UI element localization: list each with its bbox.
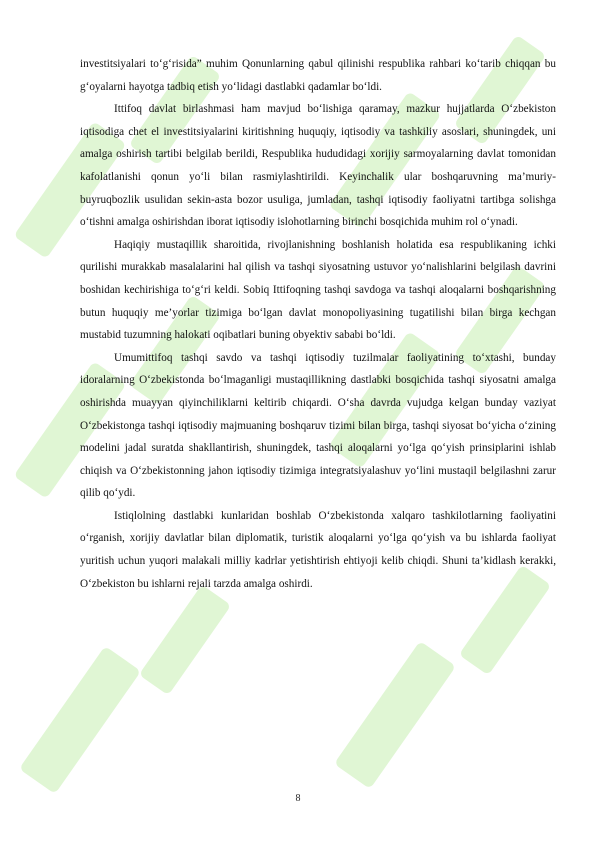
document-body xyxy=(80,53,556,595)
paragraph: investitsiyalari to‘g‘risida” muhim Qonunlarning qabul qilinishi respublika rahbari ko‘tarib chiqqan bu g‘oyalarni hayotga tadbiq etish yo‘lidagi dastlabki qadamlar bo‘ldi. xyxy=(80,58,556,93)
paragraph: Ittifoq davlat birlashmasi ham mavjud bo‘lishiga qaramay, mazkur hujjatlarda O‘zbekiston iqtisodiga chet el investitsiyalarini kiritishning huquqiy, iqtisodiy va tashkiliy asoslari, shuningdek, uni amalga oshirish tartibi belgilab berildi, Respublika hududidagi xorijiy sarmoyalarning davlat tomonidan kafolatlanishi qonun yo‘li bilan rasmiylashtirildi. Keyinchalik ular boshqaruvning ma’muriy-buyruqbozlik usulidan sekin-asta bozor usuliga, jumladan, tashqi iqtisodiy faoliyatni tartibga solishga o‘tishni amalga oshirishdan iborat iqtisodiy islohotlarning birinchi bosqichida muhim rol o‘ynadi. xyxy=(80,103,556,229)
paragraph: Istiqlolning dastlabki kunlaridan boshlab O‘zbekistonda xalqaro tashkilotlarning faoliyatini o‘rganish, xorijiy davlatlar bilan diplomatik, turistik aloqalarni yo‘lga qo‘yish va bu ishlarda faoliyat yuritish uchun yuqori malakali milliy kadrlar yetishtirish ehtiyoji kelib chiqdi. Shuni ta’kidlash kerakki, O‘zbekiston bu ishlarni rejali tarzda amalga oshirdi. xyxy=(80,509,556,590)
paragraph: Umumittifoq tashqi savdo va tashqi iqtisodiy tuzilmalar faoliyatining to‘xtashi, bunday idoralarning O‘zbekistonda bo‘lmaganligi mustaqillikning dastlabki bosqichida tashqi siyosatni amalga oshirishda muayyan qiyinchiliklarni keltirib chiqardi. O‘sha davrda vujudga kelgan bunday vaziyat O‘zbekistonga tashqi iqtisodiy majmuaning boshqaruv tizimi bilan birga, tashqi siyosat bo‘yicha o‘zining modelini jadal suratda shakllantirish, shuningdek, tashqi aloqalarni yo‘lga qo‘yish prinsiplarini ishlab chiqish va O‘zbekistonning jahon iqtisodiy tizimiga integratsiyalashuv yo‘lini mustaqil belgilashni zarur qilib qo‘ydi. xyxy=(80,351,556,500)
paragraph: Haqiqiy mustaqillik sharoitida, rivojlanishning boshlanish holatida esa respublikaning ichki qurilishi murakkab masalalarini hal qilish va tashqi siyosatning ustuvor yo‘nalishlarini belgilash davrini boshidan kechirishiga to‘g‘ri keldi. Sobiq Ittifoqning tashqi savdoga va tashqi aloqalarni boshqarishning butun huquqiy me’yorlar tizimiga bo‘lgan davlat monopoliyasining tugatilishi bilan birga kechgan mustabid tuzumning halokati oqibatlari buning obyektiv sababi bo‘ldi. xyxy=(80,238,556,342)
page-number: 8 xyxy=(295,793,301,804)
